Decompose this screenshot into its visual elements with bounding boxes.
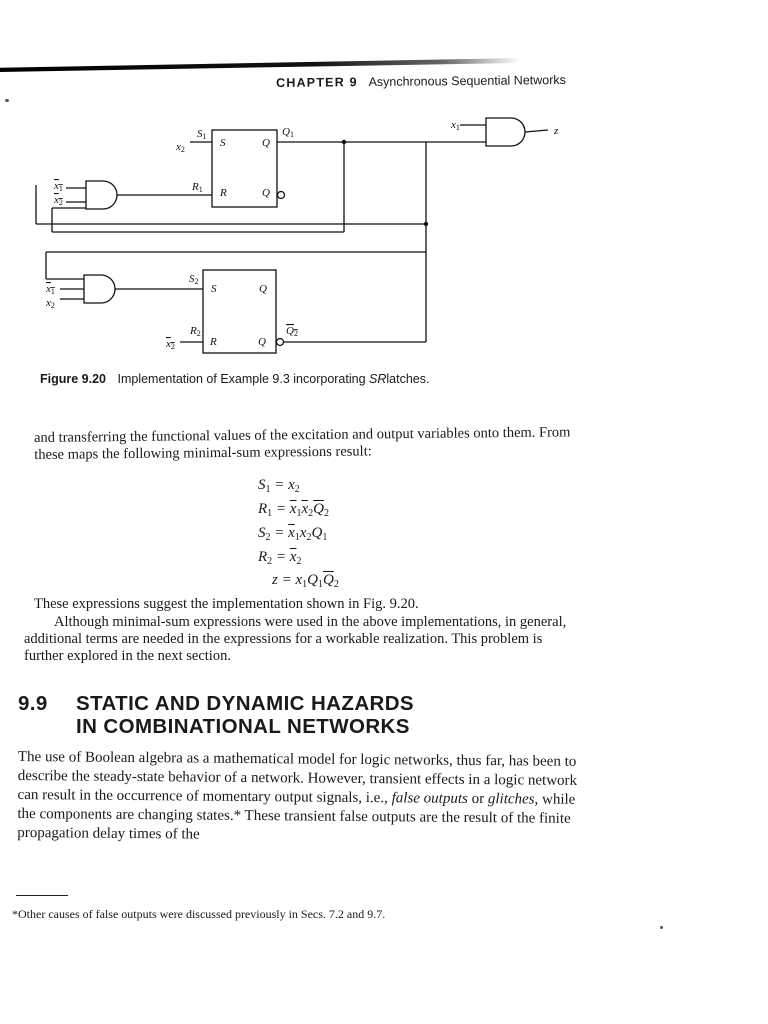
svg-text:R1: R1 — [192, 181, 203, 194]
chapter-title: Asynchronous Sequential Networks — [368, 72, 566, 90]
svg-text:Q: Q — [259, 283, 267, 295]
figure-9-20-circuit — [0, 100, 600, 360]
paragraph-1: and transferring the functional values of the excitation and output variables onto them. From these maps the following minimal-sum expressions result: — [34, 424, 571, 463]
section-heading — [18, 692, 414, 738]
svg-text:S1: S1 — [197, 128, 207, 141]
svg-text:S2: S2 — [189, 273, 199, 286]
svg-text:S: S — [220, 137, 226, 149]
and-gate-3 — [486, 118, 525, 146]
footnote-rule — [16, 895, 68, 896]
svg-text:Q: Q — [258, 336, 266, 348]
section-number: 9.9 — [18, 692, 48, 715]
svg-text:Q: Q — [262, 137, 270, 149]
scan-speck — [660, 926, 663, 929]
svg-text:x2: x2 — [54, 194, 63, 207]
figure-caption: Figure 9.20 Implementation of Example 9.3 incorporating SRlatches. — [40, 372, 430, 386]
svg-text:z: z — [554, 125, 559, 137]
and-gate-1 — [86, 181, 117, 209]
section-title-line-1: STATIC AND DYNAMIC HAZARDS — [76, 692, 414, 715]
scan-speck — [5, 99, 9, 102]
header-rule — [0, 58, 520, 72]
svg-text:R: R — [220, 187, 227, 199]
chapter-label: CHAPTER 9 — [276, 75, 358, 90]
svg-text:x1: x1 — [451, 119, 460, 132]
svg-text:x1: x1 — [46, 283, 55, 296]
running-head — [276, 73, 566, 90]
svg-text:x1: x1 — [54, 180, 63, 193]
svg-text:x2: x2 — [176, 141, 185, 154]
and-gate-2 — [84, 275, 115, 303]
svg-text:S: S — [211, 283, 217, 295]
equation-s2: $S_2 = \overline{x}_1x_2Q_1$ — [258, 525, 328, 543]
equation-z: $z = x_1Q_1\overline{Q}_2$ — [272, 572, 339, 590]
equation-r1: $R_1 = \overline{x}_1\overline{x}_2\overline{Q}_2$ — [258, 501, 329, 519]
equation-r2: $R_2 = \overline{x}_2$ — [258, 549, 302, 567]
svg-text:x2: x2 — [46, 297, 55, 310]
footnote: *Other causes of false outputs were discussed previously in Secs. 7.2 and 9.7. — [12, 907, 386, 921]
paragraph-3: Although minimal-sum expressions were used in the above implementations, in general, additional terms are needed in the expressions for a workable realization. This problem is further explored in the next section. — [24, 614, 567, 664]
svg-text:R2: R2 — [190, 325, 201, 338]
paragraph-2: These expressions suggest the implementation shown in Fig. 9.20. — [34, 596, 419, 612]
section-title-line-2: IN COMBINATIONAL NETWORKS — [76, 715, 410, 738]
equation-s1: $S_1 = x_2$ — [258, 477, 300, 495]
svg-text:R: R — [210, 336, 217, 348]
svg-text:x2: x2 — [166, 338, 175, 351]
svg-text:Q: Q — [262, 187, 270, 199]
svg-text:Q2: Q2 — [286, 325, 298, 338]
figure-label: Figure 9.20 — [40, 372, 106, 386]
svg-text:Q1: Q1 — [282, 126, 294, 139]
paragraph-4: The use of Boolean algebra as a mathematical model for logic networks, thus far, has been to describe the steady-state behavior of a network. However, transient effects in a logic network can result in the occurrence of momentary output signals, i.e., false outputs or glitches, while the components are changing states.* These transient false outputs are the result of the finite propagation delay times of the — [17, 748, 578, 843]
